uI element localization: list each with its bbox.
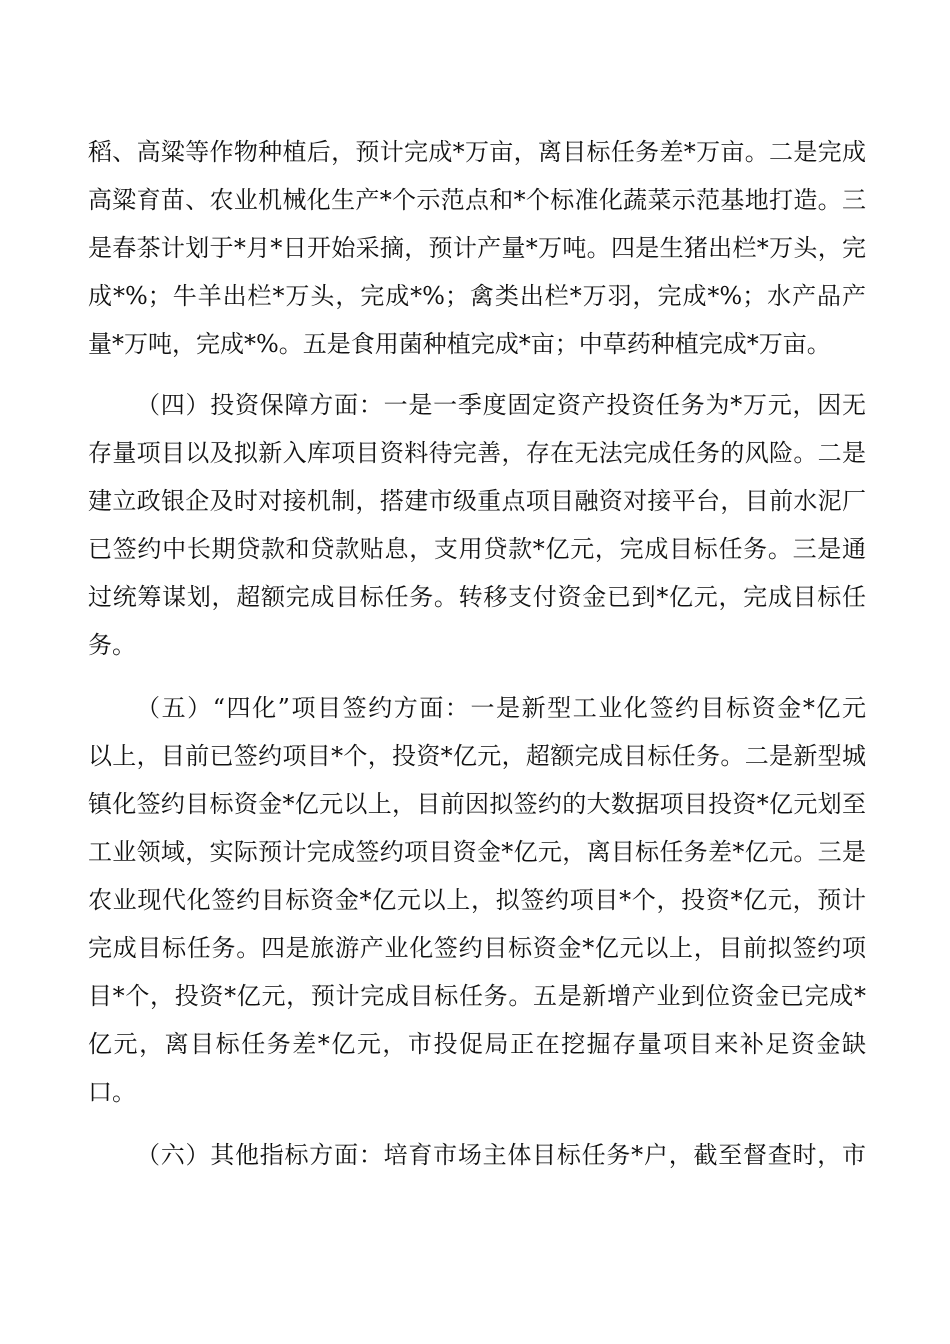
text-line: 农业现代化签约目标资金*亿元以上，拟签约项目*个，投资*亿元，预计 xyxy=(88,886,866,914)
text-line: 口。 xyxy=(88,1078,136,1106)
text-line: 是春茶计划于*月*日开始采摘，预计产量*万吨。四是生猪出栏*万头，完 xyxy=(88,234,866,262)
section-heading-line: （四）投资保障方面：一是一季度固定资产投资任务为*万元，因无 xyxy=(136,391,866,419)
text-line: 高粱育苗、农业机械化生产*个示范点和*个标准化蔬菜示范基地打造。三 xyxy=(88,186,866,214)
text-line: 成*%；牛羊出栏*万头，完成*%；禽类出栏*万羽，完成*%；水产品产 xyxy=(88,282,866,310)
text-line: 存量项目以及拟新入库项目资料待完善，存在无法完成任务的风险。二是 xyxy=(88,439,866,467)
text-line: 稻、高粱等作物种植后，预计完成*万亩，离目标任务差*万亩。二是完成 xyxy=(88,138,866,166)
text-line: 过统筹谋划，超额完成目标任务。转移支付资金已到*亿元，完成目标任 xyxy=(88,583,866,611)
text-line: 镇化签约目标资金*亿元以上，目前因拟签约的大数据项目投资*亿元划至 xyxy=(88,790,866,818)
section-heading-line: （六）其他指标方面：培育市场主体目标任务*户，截至督查时，市 xyxy=(136,1141,866,1169)
text-line: 务。 xyxy=(88,631,136,659)
text-line: 以上，目前已签约项目*个，投资*亿元，超额完成目标任务。二是新型城 xyxy=(88,742,866,770)
text-line: 量*万吨，完成*%。五是食用菌种植完成*亩；中草药种植完成*万亩。 xyxy=(88,330,831,358)
text-line: 建立政银企及时对接机制，搭建市级重点项目融资对接平台，目前水泥厂 xyxy=(88,487,866,515)
text-line: 工业领域，实际预计完成签约项目资金*亿元，离目标任务差*亿元。三是 xyxy=(88,838,866,866)
section-heading-line: （五）“四化”项目签约方面：一是新型工业化签约目标资金*亿元 xyxy=(136,694,866,722)
text-line: 目*个，投资*亿元，预计完成目标任务。五是新增产业到位资金已完成* xyxy=(88,982,866,1010)
text-line: 亿元，离目标任务差*亿元，市投促局正在挖掘存量项目来补足资金缺 xyxy=(88,1030,866,1058)
text-line: 已签约中长期贷款和贷款贴息，支用贷款*亿元，完成目标任务。三是通 xyxy=(88,535,866,563)
text-line: 完成目标任务。四是旅游产业化签约目标资金*亿元以上，目前拟签约项 xyxy=(88,934,866,962)
